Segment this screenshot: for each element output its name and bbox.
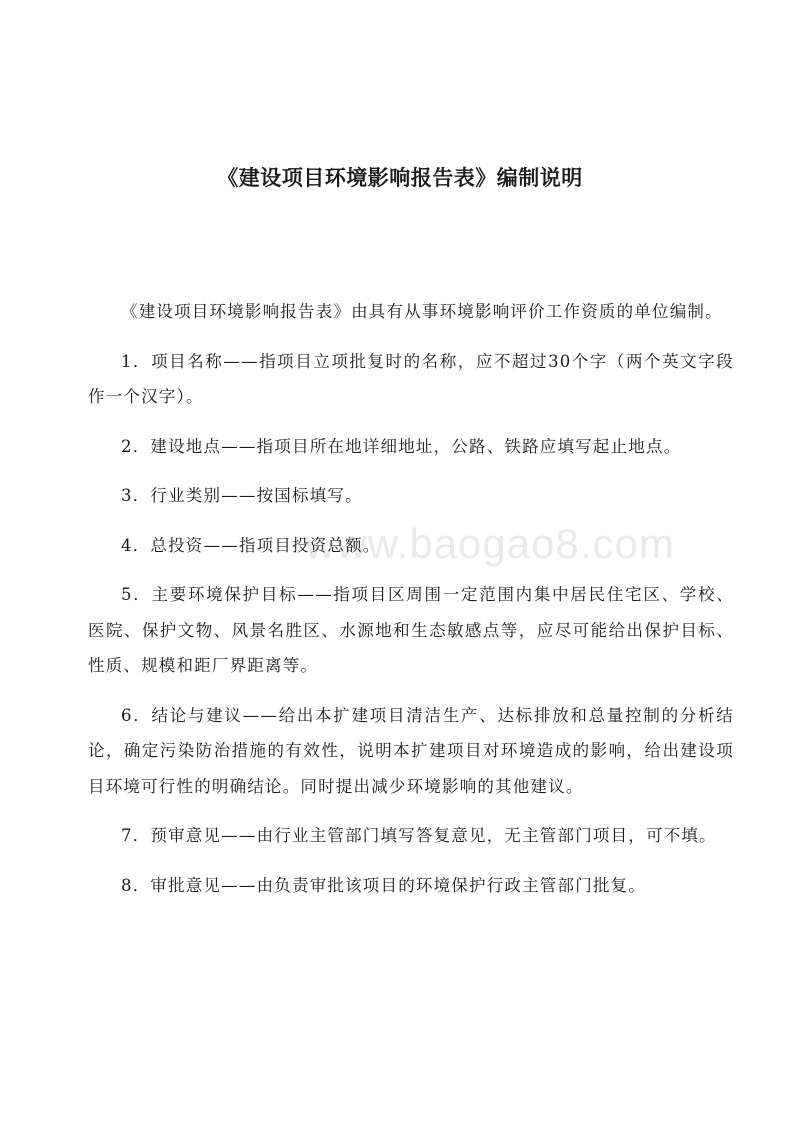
document-body bbox=[88, 294, 734, 903]
document-title: 《建设项目环境影响报告表》编制说明 bbox=[217, 165, 583, 190]
item-protection-targets: 5．主要环境保护目标——指项目区周围一定范围内集中居民住宅区、学校、医院、保护文物、风景名胜区、水源地和生态敏感点等，应尽可能给出保护目标、性质、规模和距厂界距离等。 bbox=[88, 585, 734, 675]
item-approval-opinion: 8．审批意见——由负责审批该项目的环境保护行政主管部门批复。 bbox=[121, 875, 646, 895]
item-conclusion-suggestions: 6．结论与建议——给出本扩建项目清洁生产、达标排放和总量控制的分析结论，确定污染防治措施的有效性，说明本扩建项目对环境造成的影响，给出建设项目环境可行性的明确结论。同时提出减少环境影响的其他建议。 bbox=[88, 705, 734, 796]
item-construction-site: 2．建设地点——指项目所在地详细地址，公路、铁路应填写起止地点。 bbox=[121, 436, 682, 456]
item-total-investment: 4．总投资——指项目投资总额。 bbox=[121, 535, 381, 555]
item-project-name: 1．项目名称——指项目立项批复时的名称，应不超过30个字（两个英文字段作一个汉字）。 bbox=[88, 351, 734, 406]
item-industry-category: 3．行业类别——按国标填写。 bbox=[121, 486, 363, 505]
intro-paragraph: 《建设项目环境影响报告表》由具有从事环境影响评价工作资质的单位编制。 bbox=[121, 302, 723, 321]
watermark: www.baogao8.com bbox=[305, 520, 675, 567]
item-preliminary-review: 7．预审意见——由行业主管部门填写答复意见，无主管部门项目，可不填。 bbox=[121, 826, 717, 845]
